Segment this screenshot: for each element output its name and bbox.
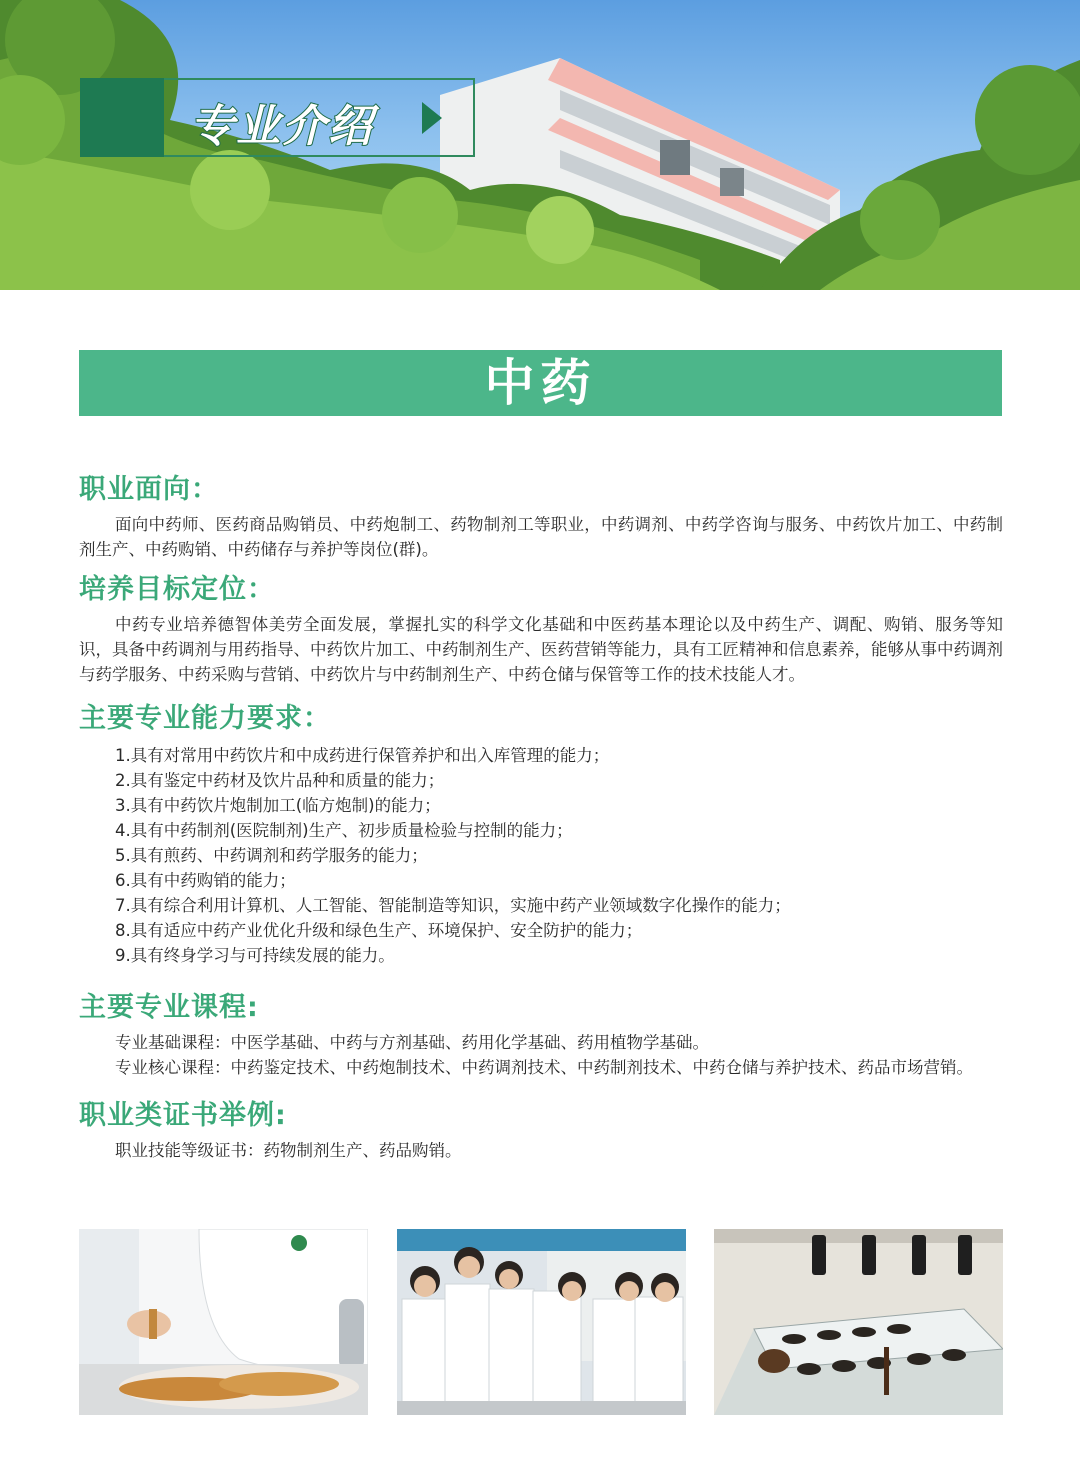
abilities-list [79,743,1003,968]
hero-title: 专业介绍 [190,101,374,152]
major-description [79,472,1003,1163]
list-item: 5.具有煎药、中药调剂和药学服务的能力； [115,846,428,865]
list-item: 1.具有对常用中药饮片和中成药进行保管养护和出入库管理的能力； [115,746,610,765]
photo-herb-processing [79,1229,368,1415]
list-item: 4.具有中药制剂(医院制剂)生产、初步质量检验与控制的能力； [115,821,573,840]
photo-students-lab [397,1229,686,1415]
basic-courses-text: 专业基础课程：中医学基础、中药与方剂基础、药用化学基础、药用植物学基础。 [115,1033,709,1052]
play-arrow-icon [422,102,442,134]
career-heading: 职业面向： [79,474,219,505]
goal-text: 中药专业培养德智体美劳全面发展，掌握扎实的科学文化基础和中医药基本理论以及中药生产、调配、购销、服务等知识，具备中药调剂与用药指导、中药饮片加工、中药制剂生产、医药营销等能力，具有工匠精神和信息素养，能够从事中药调剂与药学服务、中药采购与营销、中药饮片与中药制剂生产、中药仓储与保管等工作的技术技能人才。 [79,615,1003,684]
list-item: 9.具有终身学习与可持续发展的能力。 [115,946,395,965]
career-text: 面向中药师、医药商品购销员、中药炮制工、药物制剂工等职业，中药调剂、中药学咨询与服务、中药饮片加工、中药制剂生产、中药购销、中药储存与养护等岗位(群)。 [79,515,1003,559]
core-courses-text: 专业核心课程：中药鉴定技术、中药炮制技术、中药调剂技术、中药制剂技术、中药仓储与养护技术、药品市场营销。 [115,1058,973,1077]
hero-title-frame [80,78,475,157]
list-item: 6.具有中药购销的能力； [115,871,296,890]
hero-title-accent-block [80,78,164,157]
photo-gallery [79,1229,1003,1415]
hero-photo [0,0,1080,290]
list-item: 7.具有综合利用计算机、人工智能、智能制造等知识，实施中药产业领域数字化操作的能力； [115,896,791,915]
list-item: 8.具有适应中药产业优化升级和绿色生产、环境保护、安全防护的能力； [115,921,643,940]
certs-heading: 职业类证书举例: [79,1100,287,1131]
major-title-banner: 中药 [79,350,1002,416]
list-item: 2.具有鉴定中药材及饮片品种和质量的能力； [115,771,445,790]
courses-heading: 主要专业课程: [79,992,259,1023]
certs-text: 职业技能等级证书：药物制剂生产、药品购销。 [115,1141,462,1160]
abilities-heading: 主要专业能力要求： [79,703,331,734]
list-item: 3.具有中药饮片炮制加工(临方炮制)的能力； [115,796,441,815]
goal-heading: 培养目标定位： [79,574,275,605]
photo-specimen-display [714,1229,1003,1415]
